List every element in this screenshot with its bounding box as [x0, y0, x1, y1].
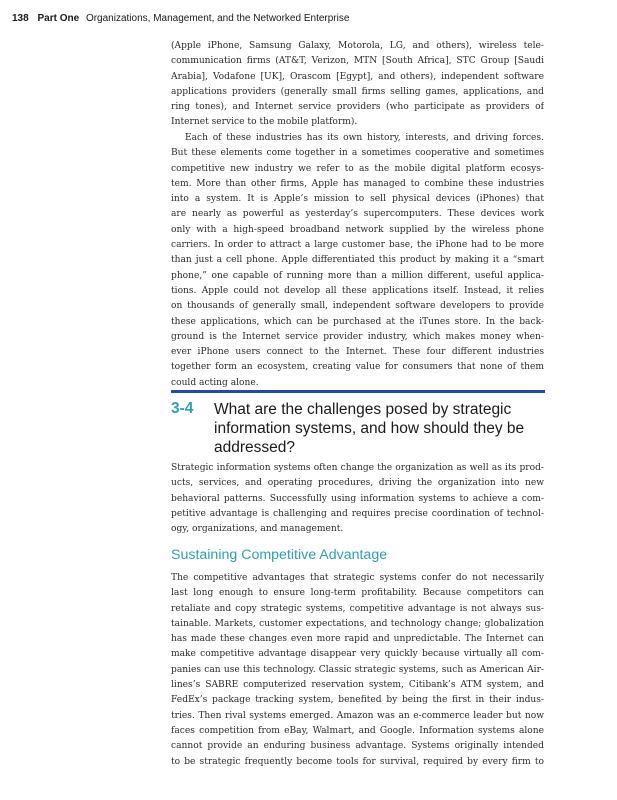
text-line: Arabia], Vodafone [UK], Orascom [Egypt], and others), independent software	[171, 71, 544, 82]
paragraph-continued	[171, 39, 544, 131]
text-line: tem. More than other firms, Apple has managed to combine these industries	[171, 178, 544, 189]
text-line: (Apple iPhone, Samsung Galaxy, Motorola, LG, and others), wireless tele-	[171, 41, 544, 51]
text-line: But these elements come together in a sometimes cooperative and sometimes	[171, 148, 544, 159]
paragraph-challenges	[171, 461, 544, 537]
paragraph-ecosystem	[171, 131, 544, 391]
text-line: only with a high-speed broadband network supplied by the wireless phone	[171, 224, 544, 235]
text-line: cannot provide an enduring business advantage. Systems originally intended	[171, 741, 544, 752]
part-label: Part One	[37, 13, 80, 24]
text-line: ucts, services, and operating procedures, driving the organization into new	[171, 478, 544, 489]
text-line: competitive new industry we refer to as the mobile digital platform ecosys-	[171, 163, 544, 174]
section-number: 3-4	[171, 400, 194, 417]
text-line: tions. Apple could not develop all these applications itself. Instead, it relies	[171, 285, 544, 296]
text-line: petitive advantage is challenging and requires precise coordination of technol-	[171, 508, 544, 519]
text-line: on thousands of generally small, independent software developers to provide	[171, 301, 544, 312]
subheading: Sustaining Competitive Advantage	[171, 547, 388, 563]
text-line: communication firms (AT&T, Verizon, MTN [South Africa], STC Group [Saudi	[171, 56, 544, 67]
text-line: ground is the Internet service provider industry, which makes money when-	[171, 331, 544, 342]
text-line: The competitive advantages that strategic systems confer do not necessarily	[171, 573, 544, 583]
text-line: Each of these industries has its own history, interests, and driving forces.	[185, 133, 544, 143]
text-line: behavioral patterns. Successfully using information systems to achieve a com-	[171, 493, 544, 504]
text-line: ever iPhone users connect to the Internet. These four different industries	[171, 347, 544, 358]
text-line: ogy, organizations, and management.	[171, 524, 344, 535]
text-line: tries. Then rival systems emerged. Amazon was an e-commerce leader but now	[171, 710, 544, 721]
text-line: together form an ecosystem, creating value for consumers that none of them	[171, 362, 544, 373]
text-line: ring tones), and Internet service providers (who participate as providers of	[171, 102, 544, 113]
text-line: lines’s SABRE computerized reservation system, Citibank’s ATM system, and	[171, 680, 544, 691]
text-line: make competitive advantage disappear very quickly because virtually all com-	[171, 649, 544, 660]
section-title: What are the challenges posed by strategic information systems, and how should they be addressed?	[214, 401, 525, 456]
text-line: applications providers (generally small firms selling games, applications, and	[171, 86, 544, 97]
text-line: carriers. In order to attract a large customer base, the iPhone had to be more	[171, 240, 544, 251]
running-header	[12, 13, 349, 24]
paragraph-sustaining	[171, 571, 544, 770]
text-line: phone,” one capable of running more than a million different, useful applica-	[171, 270, 544, 281]
text-line: are nearly as powerful as yesterday’s supercomputers. These devices work	[171, 209, 544, 220]
text-line: Strategic information systems often change the organization as well as its prod-	[171, 463, 544, 473]
text-line: faces competition from eBay, Walmart, and Google. Information systems alone	[171, 725, 544, 736]
text-line: FedEx’s package tracking system, benefited by being the first in their indus-	[171, 695, 544, 706]
text-line: retaliate and copy strategic systems, competitive advantage is not always sus-	[171, 603, 544, 614]
text-line: these applications, which can be purchased at the iTunes store. In the back-	[171, 316, 544, 327]
text-line: tainable. Markets, customer expectations, and technology change; globalization	[171, 618, 544, 629]
text-line: than just a cell phone. Apple differentiated this product by making it a “smart	[171, 255, 544, 266]
text-line: has made these changes even more rapid and unpredictable. The Internet can	[171, 634, 544, 645]
text-line: last long enough to ensure long-term profitability. Because competitors can	[171, 588, 544, 599]
part-title: Organizations, Management, and the Networked Enterprise	[85, 13, 350, 24]
text-line: could acting alone.	[171, 377, 259, 388]
text-line: into a system. It is Apple’s mission to sell physical devices (iPhones) that	[171, 194, 544, 205]
section-divider	[171, 390, 545, 393]
text-line: Internet service to the mobile platform).	[171, 117, 358, 128]
text-line: to be strategic frequently become tools for survival, required by every firm to	[171, 756, 544, 767]
text-line: panies can use this technology. Classic strategic systems, such as American Air-	[171, 664, 544, 675]
page-number: 138	[12, 13, 29, 24]
